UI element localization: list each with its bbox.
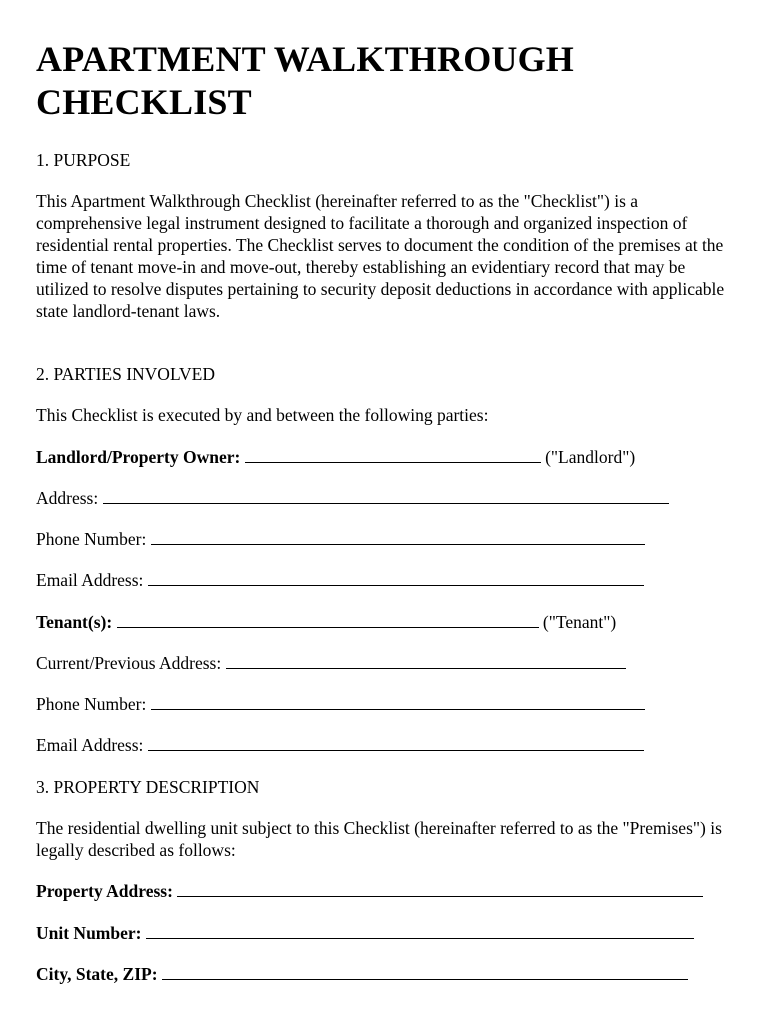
landlord-email-field[interactable] xyxy=(36,569,644,591)
tenant-address-label: Current/Previous Address: xyxy=(36,653,222,673)
unit-number-label: Unit Number: xyxy=(36,923,142,943)
tenant-address-field[interactable] xyxy=(36,652,626,674)
purpose-paragraph: This Apartment Walkthrough Checklist (hereinafter referred to as the "Checklist") is a comprehensive legal instrument designed to facilitate a thorough and organized inspection of residential rental properties. The Checklist serves to document the condition of the premises at the time of tenant move-in and move-out, thereby establishing an evidentiary record that may be utilized to resolve disputes pertaining to security deposit deductions in accordance with applicable state landlord-tenant laws. xyxy=(36,191,725,321)
tenant-email-blank[interactable] xyxy=(148,736,644,751)
property-paragraph: The residential dwelling unit subject to this Checklist (hereinafter referred to as the "Premises") is legally described as follows: xyxy=(36,818,722,860)
landlord-name-blank[interactable] xyxy=(245,448,541,463)
landlord-phone-field[interactable] xyxy=(36,528,645,550)
landlord-name-field[interactable] xyxy=(36,446,635,468)
landlord-address-label: Address: xyxy=(36,488,99,508)
landlord-email-label: Email Address: xyxy=(36,570,144,590)
document-title: APARTMENT WALKTHROUGH CHECKLIST xyxy=(36,39,574,122)
property-address-blank[interactable] xyxy=(177,882,703,897)
tenant-email-label: Email Address: xyxy=(36,735,144,755)
unit-number-field[interactable] xyxy=(36,922,694,944)
landlord-label: Landlord/Property Owner: xyxy=(36,447,241,467)
landlord-email-blank[interactable] xyxy=(148,571,644,586)
city-state-zip-label: City, State, ZIP: xyxy=(36,964,158,984)
property-address-field[interactable] xyxy=(36,880,703,902)
city-state-zip-field[interactable] xyxy=(36,963,688,985)
tenant-phone-label: Phone Number: xyxy=(36,694,147,714)
tenant-email-field[interactable] xyxy=(36,734,644,756)
tenant-phone-field[interactable] xyxy=(36,693,645,715)
city-state-zip-blank[interactable] xyxy=(162,965,688,980)
landlord-address-blank[interactable] xyxy=(103,489,669,504)
landlord-suffix: ("Landlord") xyxy=(545,447,636,467)
tenant-name-blank[interactable] xyxy=(117,613,539,628)
tenant-suffix: ("Tenant") xyxy=(542,612,617,632)
landlord-phone-blank[interactable] xyxy=(151,530,645,545)
property-address-label: Property Address: xyxy=(36,881,173,901)
unit-number-blank[interactable] xyxy=(146,924,694,939)
tenant-name-field[interactable] xyxy=(36,611,616,633)
tenant-phone-blank[interactable] xyxy=(151,695,645,710)
parties-intro: This Checklist is executed by and between the following parties: xyxy=(36,405,489,425)
tenant-address-blank[interactable] xyxy=(226,654,626,669)
landlord-phone-label: Phone Number: xyxy=(36,529,147,549)
landlord-address-field[interactable] xyxy=(36,487,669,509)
section-heading-property: 3. PROPERTY DESCRIPTION xyxy=(36,777,260,797)
tenant-label: Tenant(s): xyxy=(36,612,113,632)
section-heading-purpose: 1. PURPOSE xyxy=(36,150,131,170)
section-heading-parties: 2. PARTIES INVOLVED xyxy=(36,364,215,384)
